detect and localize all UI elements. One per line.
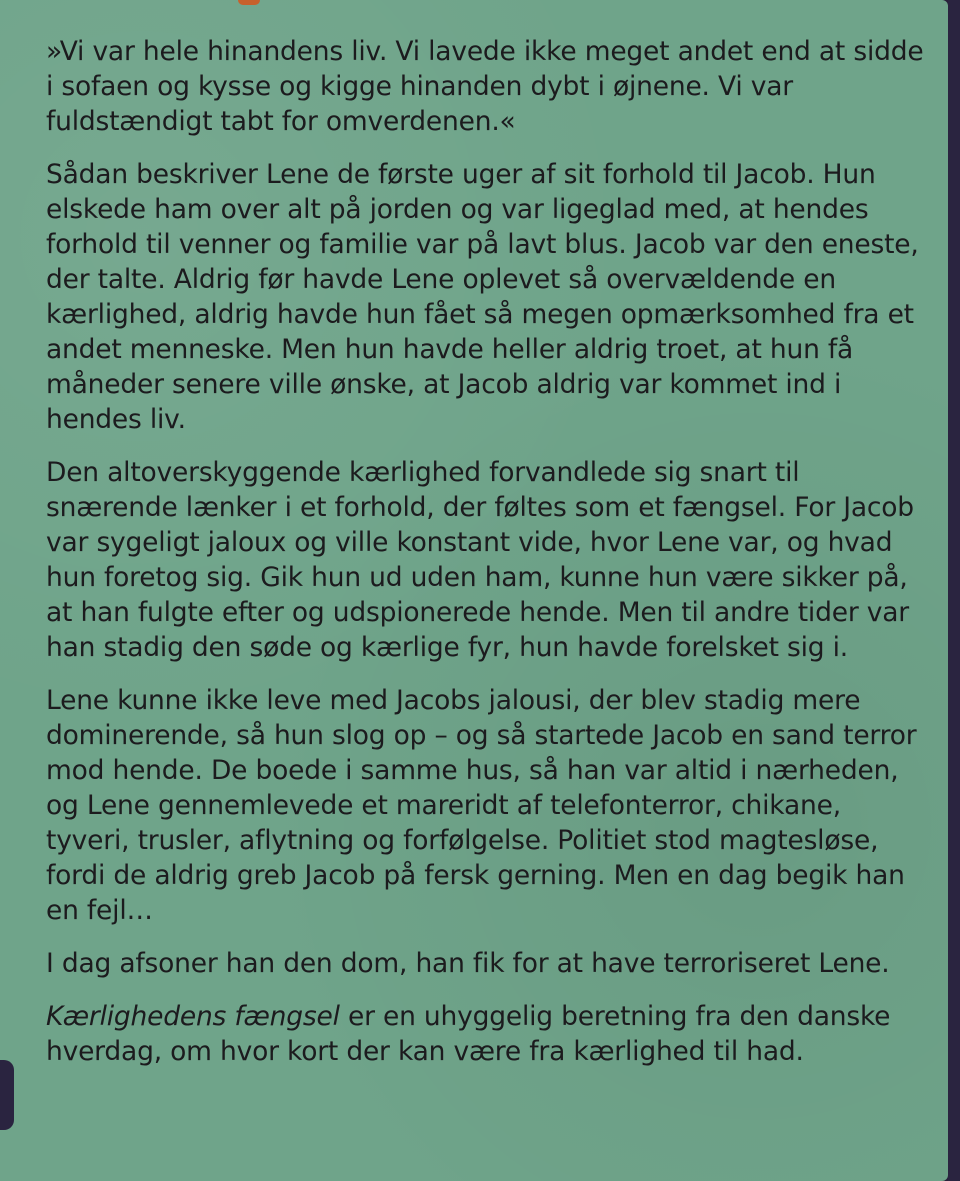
paragraph-sentence: I dag afsoner han den dom, han fik for at have terroriseret Lene. (46, 948, 890, 979)
closing-text: er en uhyggelig beretning fra den danske hverdag, om hvor kort der kan være fra kærlighed til had. (46, 1001, 891, 1067)
paragraph-quote: »Vi var hele hinandens liv. Vi lavede ikke meget andet end at sidde i sofaen og kysse og kigge hinanden dybt i øjnene. Vi var fuldstændigt tabt for omverdenen.« (46, 36, 924, 137)
paragraph-closing (46, 999, 926, 1069)
paragraph-jealousy: Den altoverskyggende kærlighed forvandlede sig snart til snærende lænker i et forhold, der føltes som et fængsel. For Jacob var sygeligt jaloux og ville konstant vide, hvor Lene var, og hvad hun foretog sig. Gik hun ud uden ham, kunne hun være sikker på, at han fulgte efter og udspionerede hende. Men til andre tider var han stadig den søde og kærlige fyr, hun havde forelsket sig i. (46, 457, 914, 663)
top-color-mark (238, 0, 260, 5)
paragraph-description: Sådan beskriver Lene de første uger af sit forhold til Jacob. Hun elskede ham over alt på jorden og var ligeglad med, at hendes forhold til venner og familie var på lavt blus. Jacob var den eneste, der talte. Aldrig før havde Lene oplevet så overvældende en kærlighed, aldrig havde hun fået så megen opmærksomhed fra et andet menneske. Men hun havde heller aldrig troet, at hun få måneder senere ville ønske, at Jacob aldrig var kommet ind i hendes liv. (46, 159, 919, 435)
book-title: Kærlighedens fængsel (46, 1001, 340, 1032)
left-edge-notch (0, 1060, 14, 1130)
paragraph-terror: Lene kunne ikke leve med Jacobs jalousi, der blev stadig mere dominerende, så hun slog op – og så startede Jacob en sand terror mod hende. De boede i samme hus, så han var altid i nærheden, og Lene gennemlevede et mareridt af telefonterror, chikane, tyveri, trusler, aflytning og forfølgelse. Politiet stod magtesløse, fordi de aldrig greb Jacob på fersk gerning. Men en dag begik han en fejl… (46, 685, 917, 926)
blurb-text (46, 34, 926, 1087)
right-edge (948, 0, 960, 1181)
